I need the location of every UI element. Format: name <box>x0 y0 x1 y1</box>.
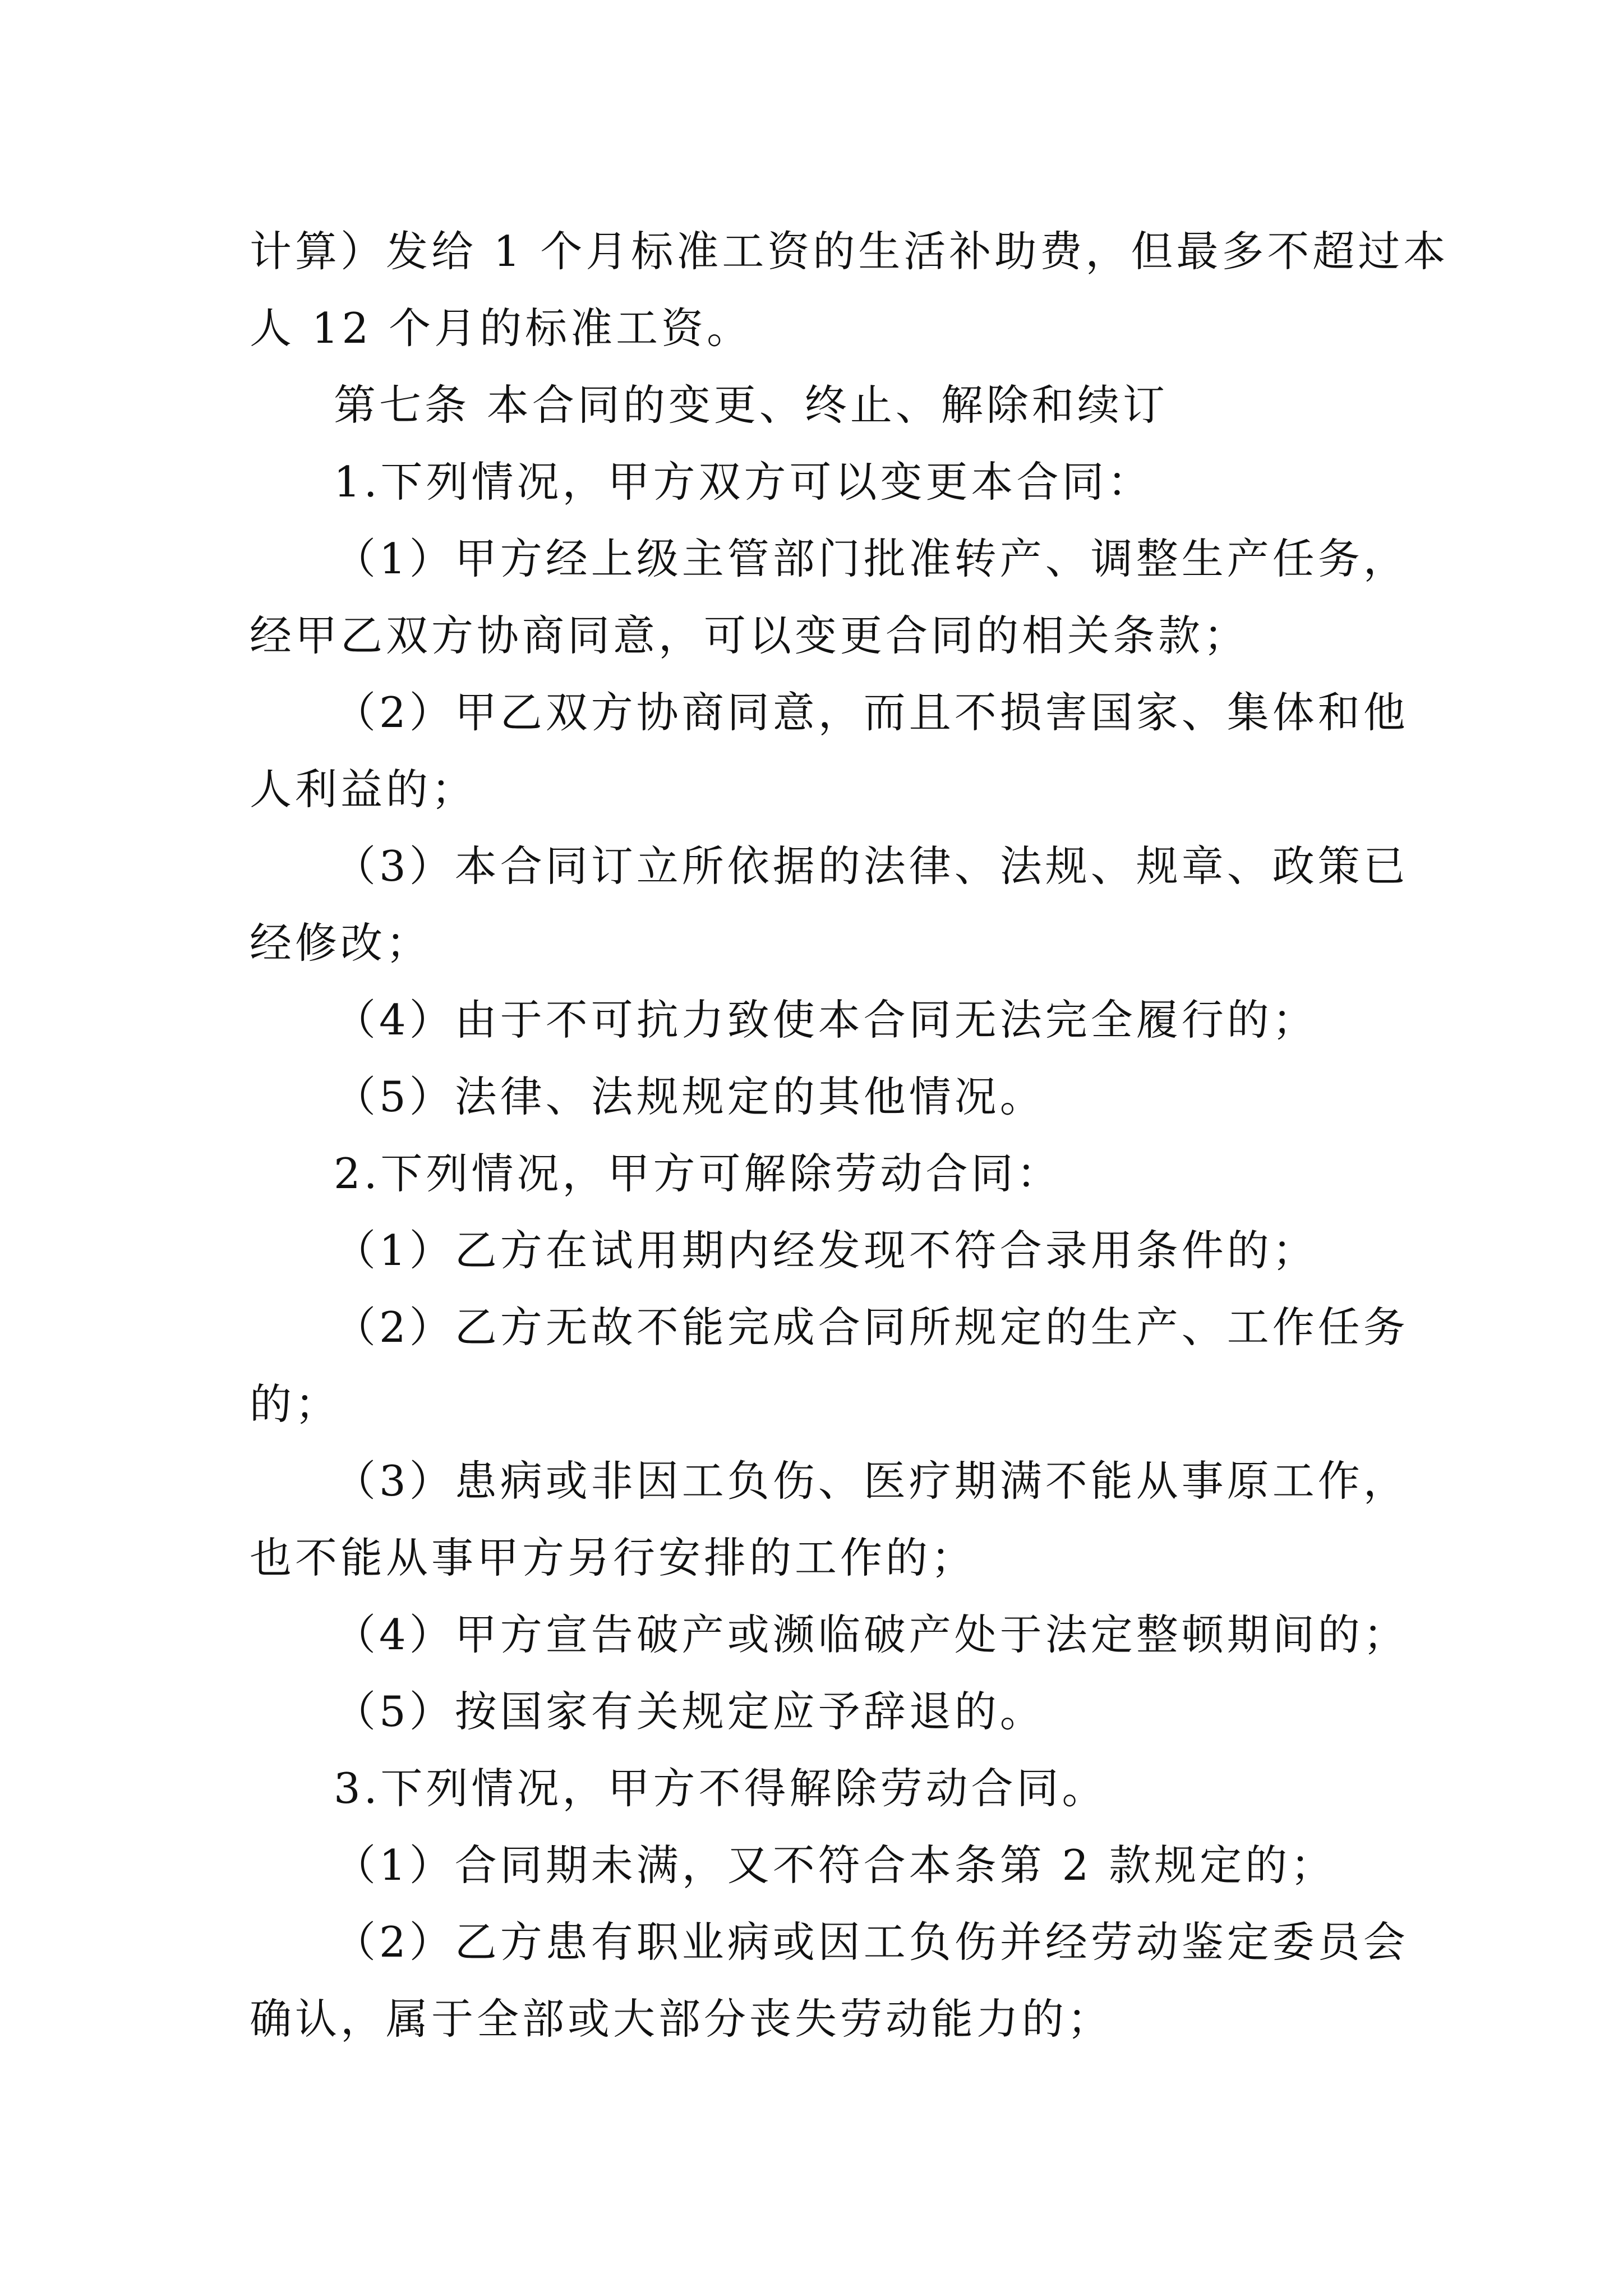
text-line: 计算）发给 1 个月标准工资的生活补助费，但最多不超过本 <box>250 227 1449 276</box>
list-item: （1）合同期未满，又不符合本条第 2 款规定的； <box>334 1841 1336 1890</box>
list-item: （3）本合同订立所依据的法律、法规、规章、政策已 <box>334 841 1409 891</box>
clause-heading: 2.下列情况，甲方可解除劳动合同： <box>334 1149 1062 1198</box>
text-line: 确认，属于全部或大部分丧失劳动能力的； <box>250 1994 1113 2044</box>
list-item: （2）甲乙双方协商同意，而且不损害国家、集体和他 <box>334 688 1409 737</box>
list-item: （4）甲方宣告破产或濒临破产处于法定整顿期间的； <box>334 1610 1409 1659</box>
list-item: （3）患病或非因工负伤、医疗期满不能从事原工作， <box>334 1456 1409 1506</box>
text-line: 人 12 个月的标准工资。 <box>250 303 753 353</box>
list-item: （2）乙方患有职业病或因工负伤并经劳动鉴定委员会 <box>334 1917 1409 1967</box>
list-item: （1）甲方经上级主管部门批准转产、调整生产任务， <box>334 534 1409 583</box>
text-line: 经甲乙双方协商同意，可以变更合同的相关条款； <box>250 611 1249 660</box>
text-line: 人利益的； <box>250 765 477 814</box>
list-item: （5）按国家有关规定应予辞退的。 <box>334 1687 1045 1736</box>
clause-heading: 1.下列情况，甲方双方可以变更本合同： <box>334 457 1153 507</box>
document-page <box>250 213 1449 2058</box>
clause-heading: 3.下列情况，甲方不得解除劳动合同。 <box>334 1764 1108 1813</box>
article-heading: 第七条 本合同的变更、终止、解除和续订 <box>334 380 1168 430</box>
list-item: （5）法律、法规规定的其他情况。 <box>334 1072 1045 1121</box>
list-item: （1）乙方在试用期内经发现不符合录用条件的； <box>334 1226 1318 1275</box>
list-item: （4）由于不可抗力致使本合同无法完全履行的； <box>334 995 1318 1045</box>
text-line: 也不能从事甲方另行安排的工作的； <box>250 1533 977 1582</box>
text-line: 的； <box>250 1379 341 1429</box>
list-item: （2）乙方无故不能完成合同所规定的生产、工作任务 <box>334 1303 1409 1352</box>
text-line: 经修改； <box>250 918 432 968</box>
